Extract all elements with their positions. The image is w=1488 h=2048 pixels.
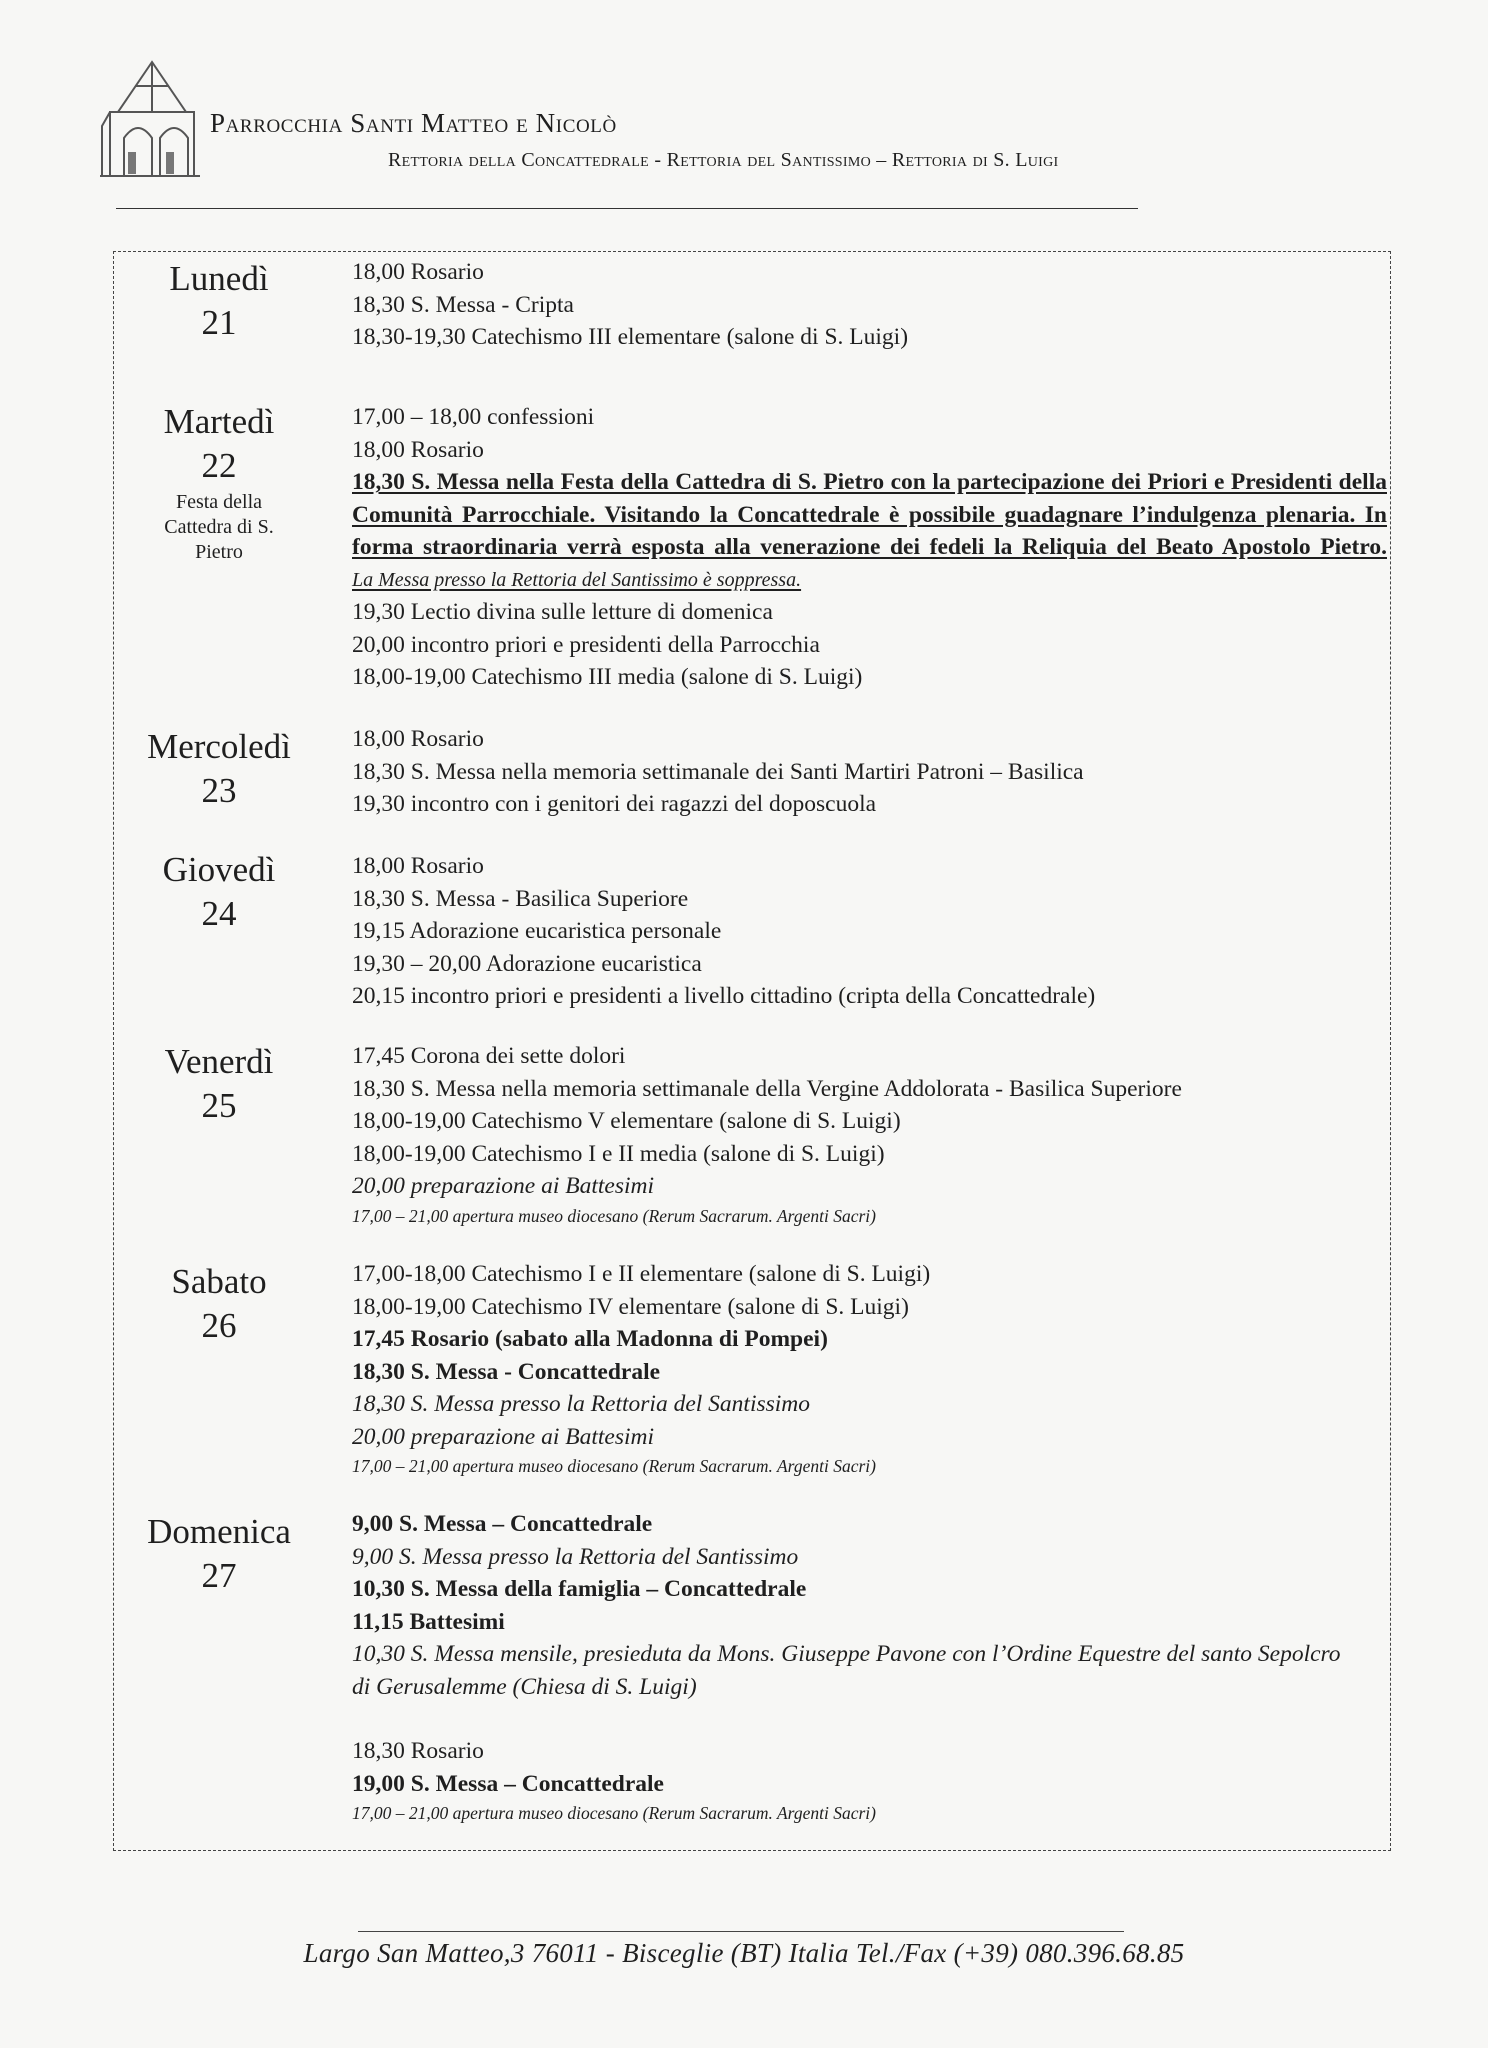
- feast-mass-suppressed-note: La Messa presso la Rettoria del Santissimo è soppressa.: [352, 568, 802, 591]
- event-line: 18,00 Rosario: [352, 726, 484, 752]
- day-number: 23: [201, 771, 237, 810]
- day-number: 26: [201, 1306, 237, 1345]
- day-label-tuesday: [113, 400, 325, 565]
- day-events-wednesday: [352, 723, 1387, 821]
- footer-divider: [358, 1931, 1124, 1932]
- event-line: 10,30 S. Messa mensile, presieduta da Mons. Giuseppe Pavone con l’Ordine Equestre del santo Sepolcro di Gerusalemme (Chiesa di S. Luigi): [352, 1641, 1341, 1700]
- event-line: 18,00 Rosario: [352, 259, 484, 285]
- event-line: 18,30 S. Messa - Concattedrale: [352, 1358, 661, 1385]
- day-name: Giovedì: [162, 850, 276, 889]
- museum-note: 17,00 – 21,00 apertura museo diocesano (Rerum Sacrarum. Argenti Sacri): [352, 1456, 876, 1476]
- day-name: Venerdì: [164, 1042, 274, 1081]
- church-logo-icon: [88, 56, 216, 184]
- day-name: Lunedì: [169, 259, 269, 298]
- event-line: 19,00 S. Messa – Concattedrale: [352, 1770, 664, 1797]
- parish-subtitle: Rettoria della Concattedrale - Rettoria del Santissimo – Rettoria di S. Luigi: [388, 149, 1059, 171]
- day-number: 22: [201, 446, 237, 485]
- event-line: 19,30 incontro con i genitori dei ragazzi del doposcuola: [352, 791, 877, 817]
- event-line: 11,15 Battesimi: [352, 1608, 505, 1635]
- event-line: 18,00-19,00 Catechismo V elementare (salone di S. Luigi): [352, 1108, 901, 1134]
- day-number: 27: [201, 1556, 237, 1595]
- event-line: 18,00 Rosario: [352, 853, 484, 879]
- event-line: 17,00-18,00 Catechismo I e II elementare (salone di S. Luigi): [352, 1261, 931, 1287]
- parish-title: Parrocchia Santi Matteo e Nicolò: [210, 108, 617, 138]
- event-line: 18,00-19,00 Catechismo I e II media (salone di S. Luigi): [352, 1140, 885, 1167]
- event-line: 10,30 S. Messa della famiglia – Concattedrale: [352, 1576, 807, 1602]
- event-line: 17,45 Corona dei sette dolori: [352, 1043, 626, 1069]
- day-events-sunday: [352, 1508, 1387, 1826]
- day-label-monday: [113, 257, 325, 345]
- day-name: Mercoledì: [147, 727, 291, 766]
- event-line: 19,15 Adorazione eucaristica personale: [352, 918, 722, 944]
- feast-announcement: 18,30 S. Messa nella Festa della Cattedra di S. Pietro con la partecipazione dei Priori e Presidenti della Comunità Parrocchiale. Visitando la Concattedrale è possibile guadagnare l’indulgenza plenaria. In forma straordinaria verrà esposta alla venerazione dei fedeli la Reliquia del Beato Apostolo Pietro.: [352, 469, 1387, 560]
- event-line: 17,45 Rosario (sabato alla Madonna di Pompei): [352, 1326, 828, 1352]
- event-line: 20,00 preparazione ai Battesimi: [352, 1423, 655, 1450]
- event-line: 17,00 – 18,00 confessioni: [352, 404, 595, 430]
- day-name: Martedì: [163, 402, 275, 441]
- day-events-saturday: [352, 1258, 1387, 1479]
- event-line: 20,00 incontro priori e presidenti della Parrocchia: [352, 631, 820, 658]
- event-line: 20,15 incontro priori e presidenti a livello cittadino (cripta della Concattedrale): [352, 983, 1096, 1009]
- event-line: 18,30 S. Messa - Basilica Superiore: [352, 885, 689, 912]
- event-line: 18,30 S. Messa nella memoria settimanale della Vergine Addolorata - Basilica Superiore: [352, 1075, 1182, 1102]
- event-line: 18,30 S. Messa - Cripta: [352, 291, 574, 318]
- event-line: 18,30 S. Messa nella memoria settimanale dei Santi Martiri Patroni – Basilica: [352, 758, 1084, 785]
- day-events-thursday: [352, 850, 1387, 1013]
- day-events-monday: [352, 256, 1387, 354]
- day-name: Sabato: [171, 1262, 267, 1301]
- event-line: 18,30 Rosario: [352, 1738, 484, 1764]
- museum-note: 17,00 – 21,00 apertura museo diocesano (Rerum Sacrarum. Argenti Sacri): [352, 1803, 876, 1823]
- day-number: 21: [201, 303, 237, 342]
- event-line: 18,00-19,00 Catechismo III media (salone di S. Luigi): [352, 664, 863, 690]
- day-number: 25: [201, 1086, 237, 1125]
- event-line: 19,30 – 20,00 Adorazione eucaristica: [352, 950, 702, 977]
- day-label-sunday: [113, 1510, 325, 1598]
- footer-address: Largo San Matteo,3 76011 - Bisceglie (BT) Italia Tel./Fax (+39) 080.396.68.85: [303, 1938, 1185, 1968]
- day-number: 24: [201, 894, 237, 933]
- day-label-thursday: [113, 848, 325, 936]
- event-line: 19,30 Lectio divina sulle letture di domenica: [352, 599, 773, 625]
- day-events-friday: [352, 1040, 1387, 1229]
- day-events-tuesday: [352, 401, 1387, 694]
- museum-note: 17,00 – 21,00 apertura museo diocesano (Rerum Sacrarum. Argenti Sacri): [352, 1205, 876, 1226]
- feast-note: Festa della Cattedra di S. Pietro: [164, 491, 274, 563]
- day-label-saturday: [113, 1260, 325, 1348]
- event-line: 18,30-19,30 Catechismo III elementare (salone di S. Luigi): [352, 324, 909, 350]
- day-name: Domenica: [147, 1512, 291, 1551]
- day-label-friday: [113, 1040, 325, 1128]
- event-line: 18,00-19,00 Catechismo IV elementare (salone di S. Luigi): [352, 1293, 909, 1320]
- event-line: 18,00 Rosario: [352, 436, 484, 463]
- event-line: 20,00 preparazione ai Battesimi: [352, 1173, 655, 1199]
- day-label-wednesday: [113, 725, 325, 813]
- event-line: 9,00 S. Messa presso la Rettoria del Santissimo: [352, 1543, 799, 1570]
- event-line: 9,00 S. Messa – Concattedrale: [352, 1511, 653, 1537]
- header-divider: [116, 208, 1138, 209]
- event-line: 18,30 S. Messa presso la Rettoria del Santissimo: [352, 1391, 811, 1417]
